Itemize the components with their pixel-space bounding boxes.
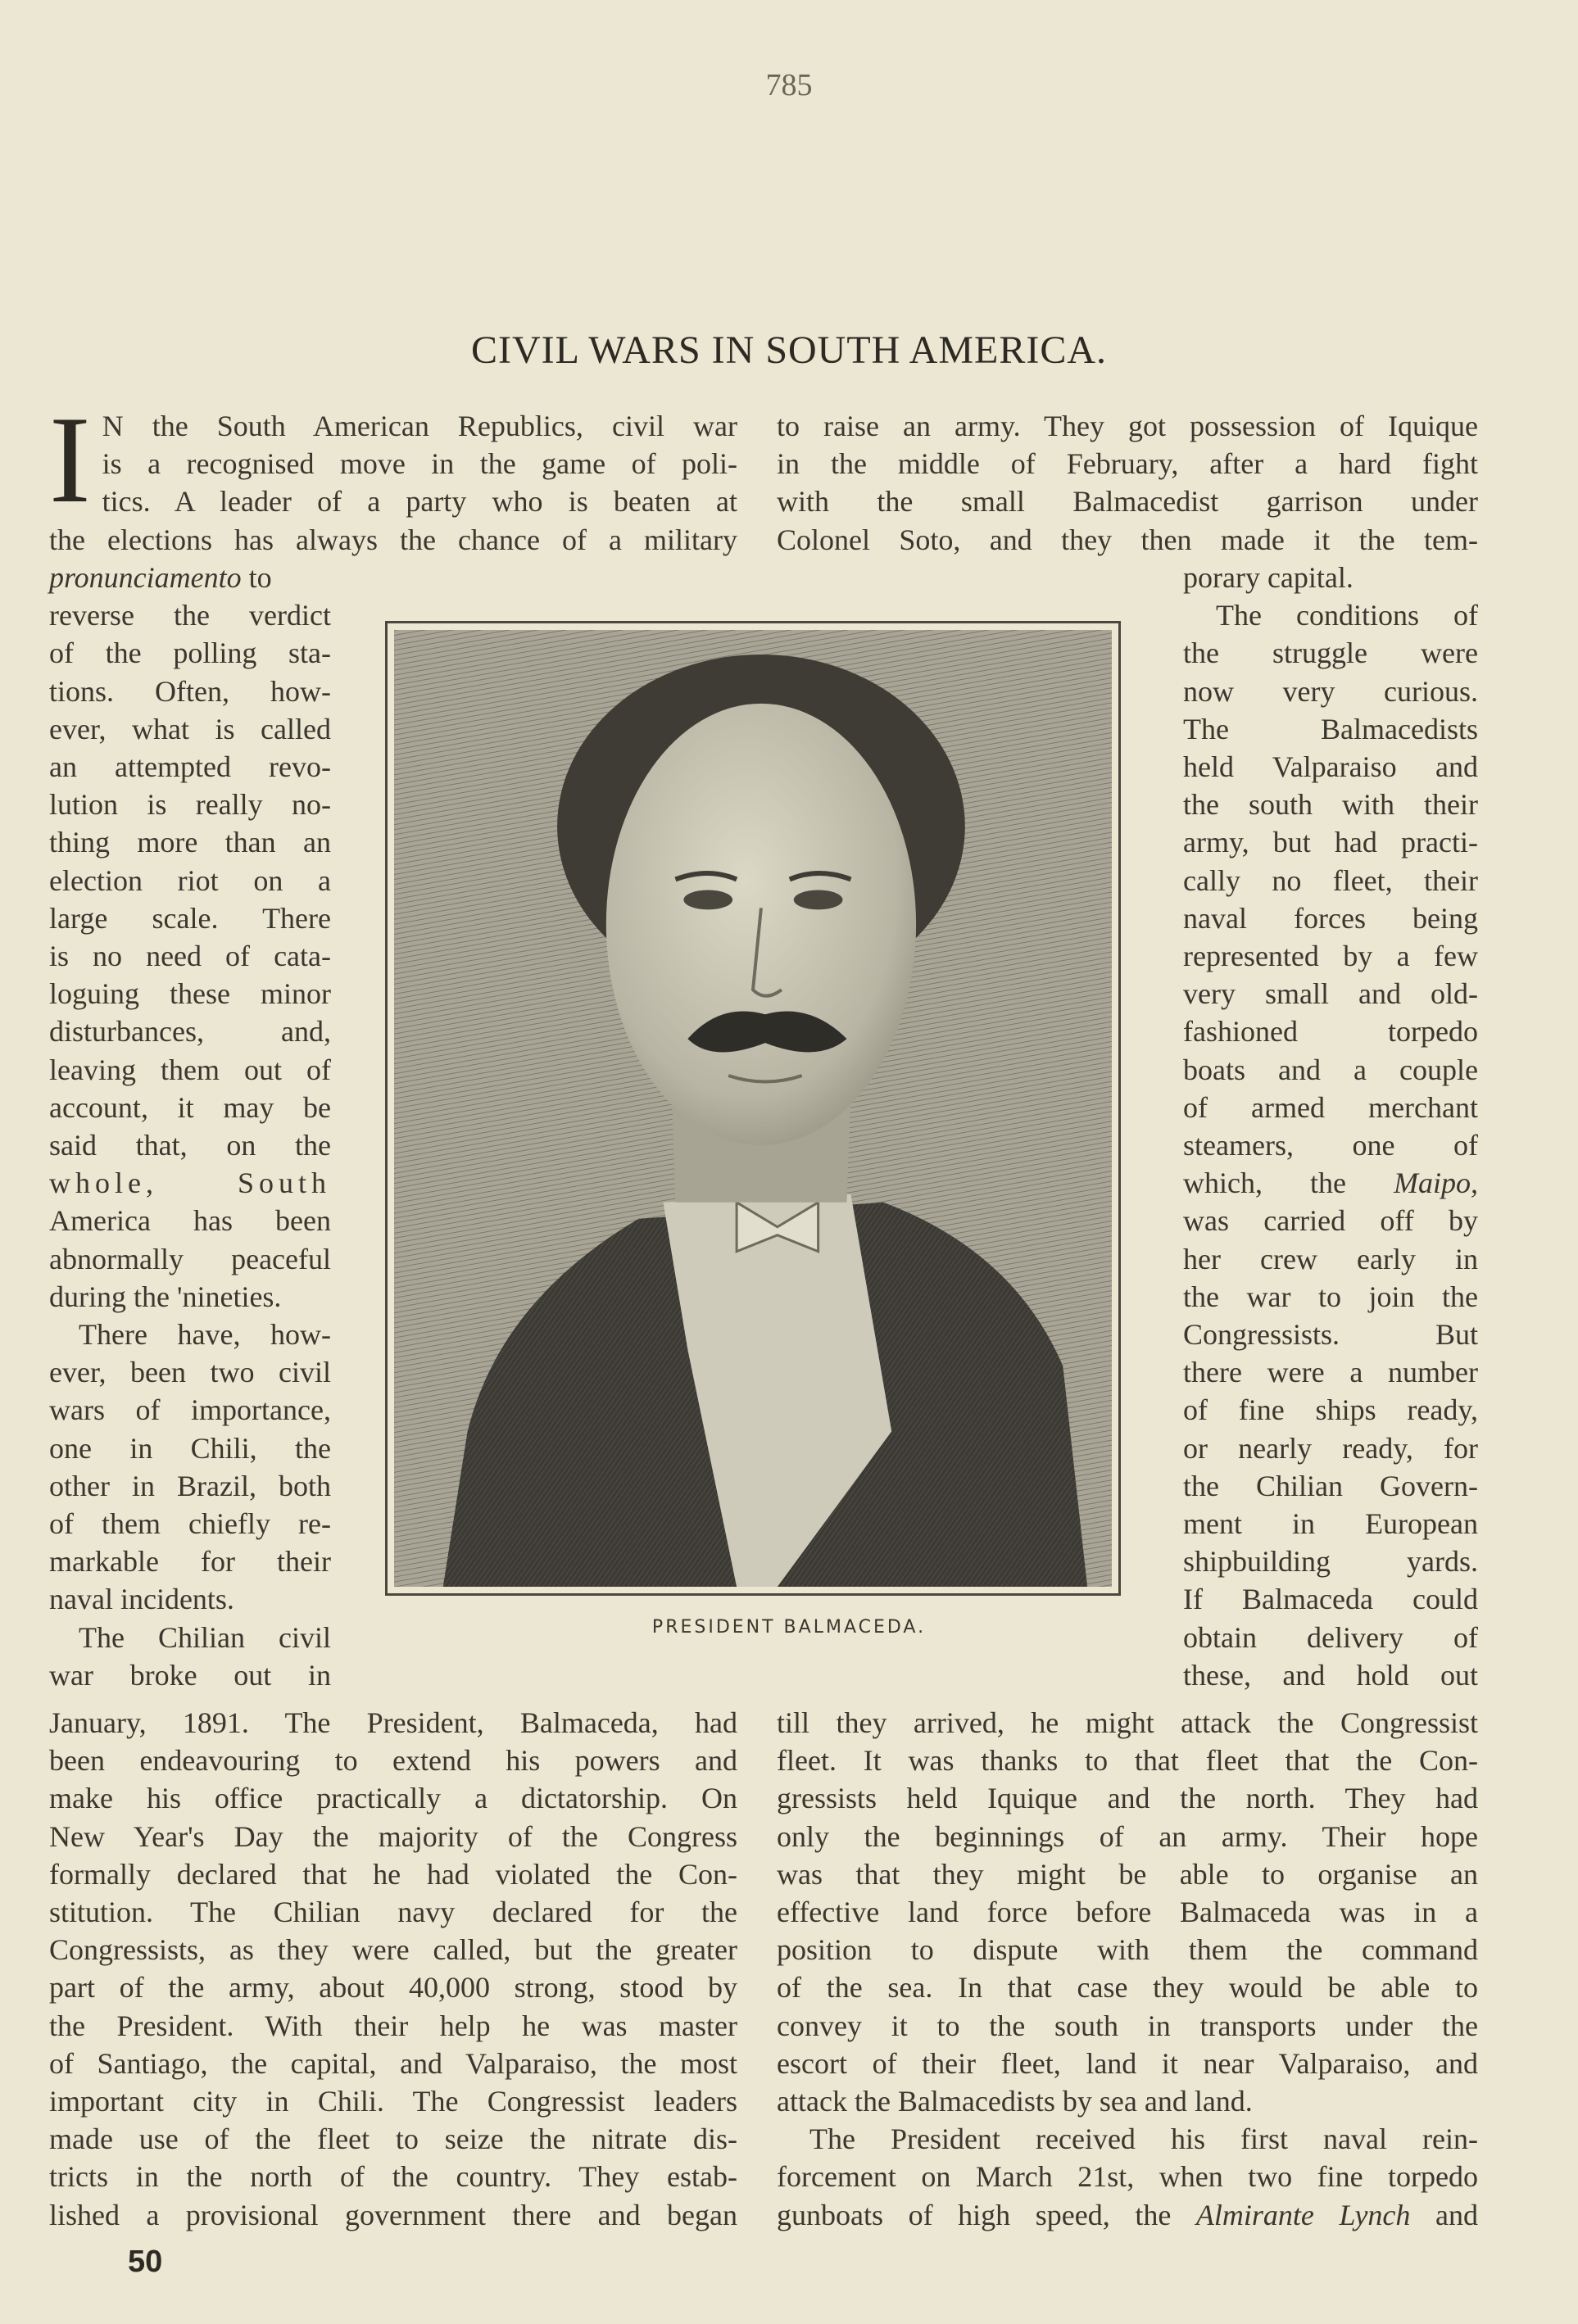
text-line: The conditions of: [1216, 599, 1478, 632]
italic-word: pronunciamento: [49, 561, 242, 594]
text-fragment: to: [241, 561, 272, 594]
text-line: effective land force before Balmaceda was in a: [777, 1896, 1478, 1929]
text-line: steamers, one of: [1183, 1129, 1478, 1162]
text-line: fleet. It was thanks to that fleet that the Con-: [777, 1744, 1478, 1778]
text-line: January, 1891. The President, Balmaceda, had: [49, 1706, 737, 1739]
text-line: in the middle of February, after a hard fight: [777, 447, 1478, 481]
text-line: important city in Chili. The Congressist leaders: [49, 2085, 737, 2118]
text-line: or nearly ready, for: [1183, 1431, 1478, 1465]
text-line: escort of their fleet, land it near Valparaiso, and: [777, 2046, 1478, 2080]
text-line: the struggle were: [1183, 636, 1478, 670]
text-line: the war to join the: [1183, 1280, 1478, 1313]
text-line: obtain delivery of: [1183, 1620, 1478, 1654]
text-line: fashioned torpedo: [1183, 1015, 1478, 1049]
text-line: army, but had practi-: [1183, 826, 1478, 859]
text-line: is a recognised move in the game of poli-: [102, 447, 737, 481]
text-fragment: which, the: [1183, 1167, 1394, 1200]
text-line: stitution. The Chilian navy declared for the: [49, 1896, 737, 1929]
text-line: of fine ships ready,: [1183, 1393, 1478, 1427]
column-1-bottom: [49, 1704, 737, 2234]
text-line: convey it to the south in transports under the: [777, 2009, 1478, 2042]
column-2-bottom: [777, 1704, 1478, 2234]
text-line: tions. Often, how-: [49, 674, 331, 708]
portrait-frame: [385, 621, 1121, 1596]
text-line: the Chilian Govern-: [1183, 1469, 1478, 1502]
text-line: tricts in the north of the country. They estab-: [49, 2160, 737, 2194]
text-line: ever, been two civil: [49, 1356, 331, 1389]
text-line: gressists held Iquique and the north. They had: [777, 1782, 1478, 1815]
text-line: an attempted revo-: [49, 750, 331, 784]
text-line: make his office practically a dictatorship. On: [49, 1782, 737, 1815]
text-line: N the South American Republics, civil war: [102, 410, 737, 442]
text-line: is no need of cata-: [49, 940, 331, 973]
text-line: of the sea. In that case they would be able to: [777, 1971, 1478, 2005]
text-line: porary capital.: [1183, 561, 1354, 594]
text-line: disturbances, and,: [49, 1015, 331, 1049]
text-line: was that they might be able to organise an: [777, 1857, 1478, 1891]
text-line: boats and a couple: [1183, 1053, 1478, 1086]
text-line: The Chilian civil: [79, 1620, 331, 1654]
text-line: attack the Balmacedists by sea and land.: [777, 2085, 1253, 2118]
text-line: cally no fleet, their: [1183, 863, 1478, 897]
text-line: one in Chili, the: [49, 1431, 331, 1465]
text-line: naval forces being: [1183, 901, 1478, 935]
portrait-engraving: [394, 630, 1112, 1587]
article-title: CIVIL WARS IN SOUTH AMERICA.: [470, 328, 1108, 372]
text-line: there were a number: [1183, 1356, 1478, 1389]
text-line: ment in European: [1183, 1507, 1478, 1541]
text-line: the elections has always the chance of a military: [49, 523, 737, 556]
text-line: very small and old-: [1183, 977, 1478, 1011]
text-line: other in Brazil, both: [49, 1469, 331, 1502]
text-line: [777, 2196, 1478, 2234]
text-line: now very curious.: [1183, 674, 1478, 708]
text-line: forcement on March 21st, when two fine torpedo: [777, 2160, 1478, 2194]
text-line: shipbuilding yards.: [1183, 1545, 1478, 1579]
ship-name: Maipo,: [1394, 1167, 1478, 1200]
text-line: abnormally peaceful: [49, 1242, 331, 1275]
text-line: [49, 559, 331, 596]
text-line: position to dispute with them the command: [777, 1933, 1478, 1967]
text-line: wars of importance,: [49, 1393, 331, 1427]
text-line: large scale. There: [49, 901, 331, 935]
text-line: during the 'nineties.: [49, 1280, 282, 1313]
text-fragment: and: [1410, 2198, 1478, 2231]
text-line: was carried off by: [1183, 1204, 1478, 1238]
text-line: war broke out in: [49, 1658, 331, 1692]
text-line: ever, what is called: [49, 712, 331, 745]
text-line: till they arrived, he might attack the Congressist: [777, 1706, 1478, 1739]
text-line: made use of the fleet to seize the nitrate dis-: [49, 2122, 737, 2156]
text-line: Colonel Soto, and they then made it the tem-: [777, 523, 1478, 556]
text-line: of armed merchant: [1183, 1090, 1478, 1124]
text-line: with the small Balmacedist garrison under: [777, 485, 1478, 519]
text-line: part of the army, about 40,000 strong, stood by: [49, 1971, 737, 2005]
text-line: these, and hold out: [1183, 1658, 1478, 1692]
text-line: account, it may be: [49, 1090, 331, 1124]
text-line: the south with their: [1183, 788, 1478, 822]
text-line: reverse the verdict: [49, 599, 331, 632]
text-line: the President. With their help he was master: [49, 2009, 737, 2042]
text-line: The Balmacedists: [1183, 712, 1478, 745]
text-fragment: gunboats of high speed, the: [777, 2198, 1196, 2231]
column-2-narrow: [1183, 559, 1478, 1694]
drop-cap: I: [49, 391, 91, 528]
portrait-caption: PRESIDENT BALMACEDA.: [651, 1617, 927, 1638]
text-line: markable for their: [49, 1545, 331, 1579]
text-line: America has been: [49, 1204, 331, 1238]
text-line: thing more than an: [49, 826, 331, 859]
text-line: election riot on a: [49, 863, 331, 897]
text-line: held Valparaiso and: [1183, 750, 1478, 784]
text-line: represented by a few: [1183, 940, 1478, 973]
text-line: [1183, 1164, 1478, 1202]
text-line: lution is really no-: [49, 788, 331, 822]
text-line: tics. A leader of a party who is beaten at: [102, 485, 737, 519]
footer-page-number: 50: [128, 2245, 163, 2279]
text-line: to raise an army. They got possession of Iquique: [777, 410, 1478, 442]
text-line: leaving them out of: [49, 1053, 331, 1086]
text-line: Congressists. But: [1183, 1318, 1478, 1352]
column-1-intro: [49, 391, 737, 559]
page-number: 785: [765, 68, 813, 102]
text-line: of Santiago, the capital, and Valparaiso, the most: [49, 2046, 737, 2080]
text-line: If Balmaceda could: [1183, 1583, 1478, 1616]
column-2-top: [777, 407, 1478, 559]
text-line: The President received his first naval rein-: [809, 2122, 1478, 2156]
text-line: formally declared that he had violated the Con-: [49, 1857, 737, 1891]
ship-name: Almirante Lynch: [1195, 2198, 1411, 2231]
text-line: of them chiefly re-: [49, 1507, 331, 1541]
text-line: There have, how-: [79, 1318, 331, 1352]
text-line: lished a provisional government there and began: [49, 2198, 737, 2231]
text-line: Congressists, as they were called, but the greater: [49, 1933, 737, 1967]
column-1-narrow: [49, 559, 331, 1694]
text-line: said that, on the: [49, 1129, 331, 1162]
text-line: naval incidents.: [49, 1583, 234, 1616]
text-line: only the beginnings of an army. Their hope: [777, 1819, 1478, 1853]
text-line: been endeavouring to extend his powers and: [49, 1744, 737, 1778]
text-line: loguing these minor: [49, 977, 331, 1011]
text-line: whole, South: [49, 1167, 331, 1200]
text-line: her crew early in: [1183, 1242, 1478, 1275]
text-line: of the polling sta-: [49, 636, 331, 670]
text-line: New Year's Day the majority of the Congress: [49, 1819, 737, 1853]
